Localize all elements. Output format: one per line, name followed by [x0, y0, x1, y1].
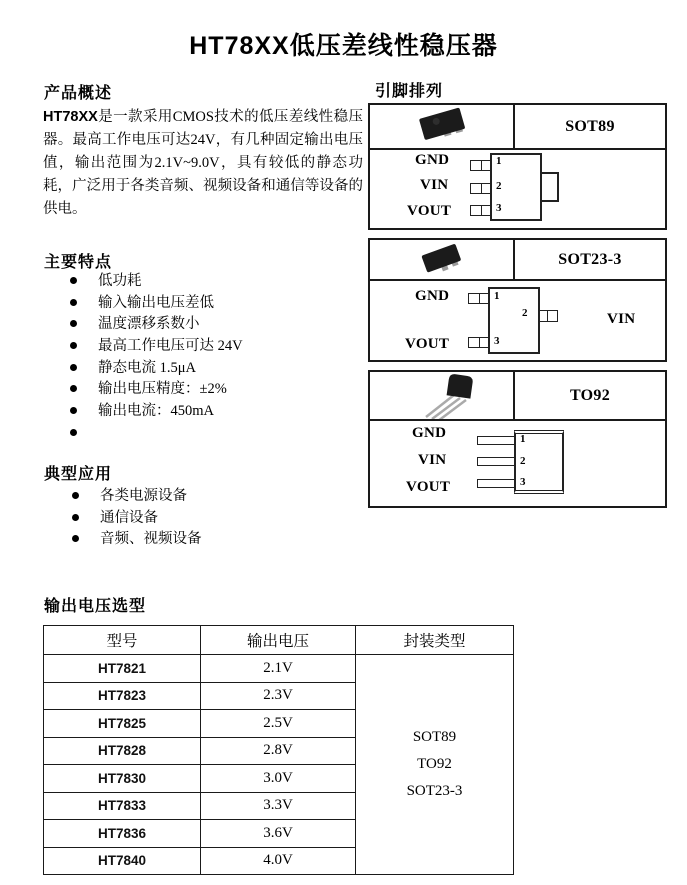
- list-item: [70, 358, 243, 380]
- application-label: 各类电源设备: [100, 488, 187, 504]
- features-heading: 主要特点: [44, 254, 113, 271]
- col-header-model: 型号: [44, 626, 201, 655]
- voltage-cell: 3.6V: [201, 820, 356, 848]
- model-cell: HT7828: [44, 737, 201, 765]
- model-cell: HT7840: [44, 847, 201, 875]
- feature-label: 静态电流 1.5μA: [98, 359, 196, 376]
- package-name: SOT89: [565, 117, 615, 135]
- sot89-pin-diagram: [370, 150, 665, 226]
- sot23-package-photo: [370, 240, 515, 279]
- pin-label-gnd: GND: [412, 425, 447, 441]
- bullet-icon: [72, 514, 79, 521]
- voltage-cell: 2.1V: [201, 655, 356, 683]
- applications-heading: 典型应用: [44, 466, 113, 483]
- pin-number-2: 2: [496, 180, 502, 192]
- model-cell: HT7833: [44, 792, 201, 820]
- list-item: [72, 486, 202, 508]
- model-cell: HT7821: [44, 655, 201, 683]
- model-cell: HT7830: [44, 765, 201, 793]
- voltage-cell: 4.0V: [201, 847, 356, 875]
- overview-heading: 产品概述: [44, 85, 113, 102]
- pin-number-2: 2: [520, 455, 526, 467]
- bullet-icon: [70, 320, 77, 327]
- feature-label: 低功耗: [98, 273, 142, 289]
- pin-shape: [468, 293, 490, 304]
- table-header-row: [44, 626, 514, 655]
- pin-label-vout: VOUT: [406, 479, 451, 495]
- package-box-sot23: [368, 238, 667, 362]
- sot89-package-photo: [370, 105, 515, 148]
- list-item: [72, 529, 202, 551]
- pin-number-1: 1: [496, 155, 502, 167]
- list-item: [70, 401, 243, 423]
- voltage-cell: 2.5V: [201, 710, 356, 738]
- bullet-icon: [70, 342, 77, 349]
- package-type: SOT23-3: [406, 783, 463, 799]
- feature-label: 温度漂移系数小: [98, 316, 200, 333]
- list-item: [70, 271, 243, 293]
- bullet-icon: [70, 299, 77, 306]
- lead-shape: [477, 457, 517, 466]
- package-types-cell: [356, 655, 514, 875]
- package-box-sot89: [368, 103, 667, 230]
- overview-paragraph: [43, 106, 363, 221]
- list-item: [72, 508, 202, 530]
- overview-text: 是一款采用CMOS技术的低压差线性稳压器。最高工作电压可达24V，有几种固定输出电压值，输出范围为2.1V~9.0V，具有较低的静态功耗，广泛用于各类音频、视频设备和通信等设备的供电。: [43, 109, 363, 217]
- pin-label-vin: VIN: [607, 311, 636, 327]
- pin-label-vin: VIN: [418, 452, 447, 468]
- pin-label-vout: VOUT: [405, 336, 450, 352]
- package-header: [370, 105, 665, 150]
- bullet-icon: [72, 535, 79, 542]
- list-item: [70, 314, 243, 336]
- bullet-icon: [70, 407, 77, 414]
- package-type: SOT89: [412, 729, 457, 745]
- pin-shape: [470, 183, 492, 194]
- feature-label: 输入输出电压差低: [98, 294, 214, 311]
- tab-shape: [540, 172, 559, 202]
- application-label: 音频、视频设备: [100, 531, 202, 548]
- col-header-package: 封装类型: [356, 626, 514, 655]
- pin-number-1: 1: [494, 290, 500, 302]
- voltage-cell: 2.3V: [201, 682, 356, 710]
- to92-package-photo: [370, 372, 515, 419]
- bullet-icon: [70, 364, 77, 371]
- pin-shape: [470, 160, 492, 171]
- list-item: [70, 293, 243, 315]
- list-item: [70, 379, 243, 401]
- pin-label-gnd: GND: [415, 152, 450, 168]
- lead-shape: [477, 436, 517, 445]
- selection-heading: 输出电压选型: [44, 598, 147, 615]
- feature-label: 输出电压精度：±2%: [98, 381, 227, 398]
- voltage-selection-table: [43, 625, 514, 875]
- pin-number-3: 3: [494, 335, 500, 347]
- feature-label: 最高工作电压可达 24V: [98, 338, 243, 355]
- model-cell: HT7836: [44, 820, 201, 848]
- bullet-icon: [70, 277, 77, 284]
- to92-pin-diagram: [370, 421, 665, 506]
- list-item: [70, 423, 243, 445]
- voltage-cell: 3.0V: [201, 765, 356, 793]
- model-cell: HT7825: [44, 710, 201, 738]
- pin-label-gnd: GND: [415, 288, 450, 304]
- features-list: [70, 271, 243, 445]
- pin-number-1: 1: [520, 433, 526, 445]
- voltage-cell: 2.8V: [201, 737, 356, 765]
- page-title: HT78XX低压差线性稳压器: [189, 32, 498, 60]
- pin-shape: [468, 337, 490, 348]
- applications-list: [72, 486, 202, 551]
- package-header: [370, 240, 665, 281]
- application-label: 通信设备: [100, 509, 158, 526]
- pin-number-3: 3: [520, 476, 526, 488]
- package-header: [370, 372, 665, 421]
- pin-label-vout: VOUT: [407, 203, 452, 219]
- package-name: SOT23-3: [558, 250, 622, 268]
- pin-label-vin: VIN: [420, 177, 449, 193]
- model-cell: HT7823: [44, 682, 201, 710]
- lead-shape: [477, 479, 517, 488]
- list-item: [70, 336, 243, 358]
- pin-shape: [470, 205, 492, 216]
- feature-label: 输出电流：450mA: [98, 403, 214, 420]
- sot23-pin-diagram: [370, 281, 665, 360]
- package-box-to92: [368, 370, 667, 508]
- col-header-voltage: 输出电压: [201, 626, 356, 655]
- package-name: TO92: [569, 386, 611, 404]
- package-type: TO92: [417, 756, 452, 772]
- pinout-heading: 引脚排列: [375, 83, 444, 100]
- overview-lead: HT78XX: [43, 109, 98, 125]
- bullet-icon: [70, 429, 77, 436]
- pin-number-2: 2: [522, 307, 528, 319]
- bullet-icon: [70, 385, 77, 392]
- table-row: [44, 655, 514, 683]
- voltage-cell: 3.3V: [201, 792, 356, 820]
- pin-number-3: 3: [496, 202, 502, 214]
- bullet-icon: [72, 492, 79, 499]
